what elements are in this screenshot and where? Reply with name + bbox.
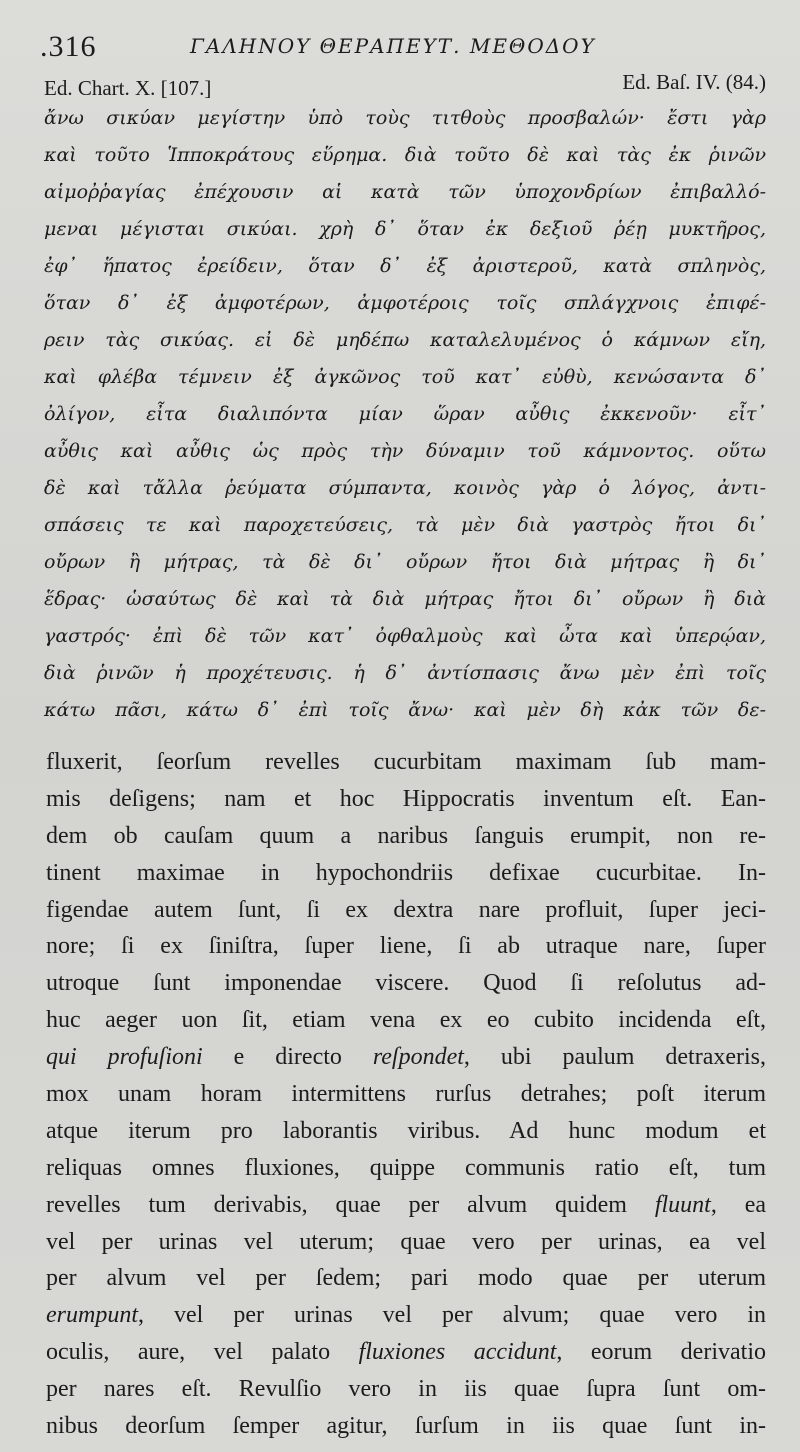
latin-run: per alvum vel per ſedem; pari modo quae per uterum [46, 1265, 766, 1292]
latin-run: , ubi paulum detraxeris, [463, 1044, 766, 1071]
greek-line: αὖθις καὶ αὖθις ὡς πρὸς τὴν δύναμιν τοῦ κάμνοντος. οὕτω [44, 440, 766, 462]
latin-text-block [46, 744, 766, 1445]
latin-run: , eorum derivatio [556, 1339, 766, 1366]
greek-line: καὶ τοῦτο Ἱπποκράτους εὕρημα. διὰ τοῦτο δὲ καὶ τὰς ἐκ ῥινῶν [44, 144, 766, 166]
latin-line [46, 781, 766, 818]
latin-line [46, 1371, 766, 1408]
latin-run: oculis, aure, vel palato [46, 1339, 359, 1366]
edition-reference-chartier: Ed. Chart. X. [107.] [44, 76, 212, 100]
latin-line [46, 1297, 766, 1334]
latin-run: tinent maximae in hypochondriis defixae cucurbitae. In- [46, 859, 766, 886]
greek-line: ρειν τὰς σικύας. εἰ δὲ μηδέπω καταλελυμένος ὁ κάμνων εἴη, [44, 329, 766, 351]
greek-line: γαστρός· ἐπὶ δὲ τῶν κατ᾽ ὀφθαλμοὺς καὶ ὦτα καὶ ὑπερῴαν, [44, 625, 766, 647]
latin-line [46, 1334, 766, 1371]
latin-run: fluxerit, ſeorſum revelles cucurbitam maximam ſub mam- [46, 749, 766, 775]
greek-line: καὶ φλέβα τέμνειν ἐξ ἀγκῶνος τοῦ κατ᾽ εὐθὺ, κενώσαντα δ᾽ [44, 366, 766, 388]
latin-run: nibus deorſum ſemper agitur, ſurſum in iis quae ſunt in- [46, 1413, 766, 1440]
latin-line [46, 1408, 766, 1445]
latin-line [46, 1187, 766, 1224]
latin-line [46, 1039, 766, 1076]
greek-line: διὰ ῥινῶν ἡ προχέτευσις. ἡ δ᾽ ἀντίσπασις ἄνω μὲν ἐπὶ τοῖς [44, 662, 766, 684]
latin-line [46, 1224, 766, 1261]
greek-text-block [44, 100, 766, 729]
edition-references [44, 70, 766, 100]
latin-line [46, 1150, 766, 1187]
greek-line: κάτω πᾶσι, κάτω δ᾽ ἐπὶ τοῖς ἄνω· καὶ μὲν δὴ κἀκ τῶν δε- [44, 699, 766, 721]
latin-run: reliquas omnes fluxiones, quippe communis ratio eſt, tum [46, 1154, 766, 1181]
latin-run: , vel per urinas vel per alvum; quae vero in [138, 1302, 766, 1329]
latin-run: vel per urinas vel uterum; quae vero per urinas, ea vel [46, 1228, 766, 1255]
latin-run: dem ob cauſam quum a naribus ſanguis erumpit, non re- [46, 822, 766, 849]
latin-line [46, 818, 766, 855]
latin-run: utroque ſunt imponendae viscere. Quod ſi reſolutus ad- [46, 970, 766, 997]
greek-line: σπάσεις τε καὶ παροχετεύσεις, τὰ μὲν διὰ γαστρὸς ἤτοι δι᾽ [44, 514, 766, 536]
latin-italic-run: reſpondet [372, 1044, 464, 1071]
latin-run: figendae autem ſunt, ſi ex dextra nare profluit, ſuper jeci- [46, 896, 766, 923]
latin-run: huc aeger uon ſit, etiam vena ex eo cubito incidenda eſt, [46, 1007, 766, 1034]
greek-line: οὔρων ἢ μήτρας, τὰ δὲ δι᾽ οὔρων ἤτοι διὰ μήτρας ἢ δι᾽ [44, 551, 766, 573]
latin-line [46, 1076, 766, 1113]
latin-line [46, 744, 766, 781]
page-header [40, 24, 770, 66]
latin-run: atque iterum pro laborantis viribus. Ad hunc modum et [46, 1117, 766, 1144]
latin-run: mis deſigens; nam et hoc Hippocratis inventum eſt. Ean- [46, 785, 766, 812]
latin-line [46, 855, 766, 892]
latin-run: e directo [202, 1044, 373, 1071]
latin-line [46, 892, 766, 929]
latin-italic-run: qui profuſioni [46, 1044, 203, 1071]
latin-italic-run: fluxiones accidunt [358, 1339, 557, 1366]
latin-run: per nares eſt. Revulſio vero in iis quae ſupra ſunt om- [46, 1376, 766, 1403]
latin-line [46, 1002, 766, 1039]
latin-run: , ea [710, 1191, 766, 1218]
latin-run: revelles tum derivabis, quae per alvum quidem [46, 1191, 655, 1218]
latin-italic-run: erumpunt [46, 1302, 138, 1329]
latin-line [46, 928, 766, 965]
latin-run: mox unam horam intermittens rurſus detrahes; poſt iterum [46, 1081, 766, 1108]
greek-line: ὅταν δ᾽ ἐξ ἀμφοτέρων, ἀμφοτέροις τοῖς σπλάγχνοις ἐπιφέ- [44, 292, 766, 314]
greek-line: ἕδρας· ὡσαύτως δὲ καὶ τὰ διὰ μήτρας ἤτοι δι᾽ οὔρων ἢ διὰ [44, 588, 766, 610]
latin-line [46, 965, 766, 1002]
page-number: .316 [40, 30, 97, 63]
greek-line: ἄνω σικύαν μεγίστην ὑπὸ τοὺς τιτθοὺς προσβαλών· ἔστι γὰρ [44, 107, 766, 129]
latin-italic-run: fluunt [654, 1191, 711, 1218]
greek-line: δὲ καὶ τἄλλα ῥεύματα σύμπαντα, κοινὸς γὰρ ὁ λόγος, ἀντι- [44, 477, 766, 499]
latin-line [46, 1260, 766, 1297]
greek-line: ἐφ᾽ ἥπατος ἐρείδειν, ὅταν δ᾽ ἐξ ἀριστεροῦ, κατὰ σπληνὸς, [44, 255, 766, 277]
greek-line: αἱμοῤῥαγίας ἐπέχουσιν αἱ κατὰ τῶν ὑποχονδρίων ἐπιβαλλό- [44, 181, 766, 203]
latin-line [46, 1113, 766, 1150]
running-title: ΓΑΛΗΝΟΥ ΘΕΡΑΠΕΥΤ. ΜΕΘΟΔΟΥ [190, 34, 596, 58]
edition-reference-basel: Ed. Baſ. IV. (84.) [622, 70, 766, 94]
latin-run: nore; ſi ex ſiniſtra, ſuper liene, ſi ab utraque nare, ſuper [46, 933, 766, 960]
greek-line: μεναι μέγισται σικύαι. χρὴ δ᾽ ὅταν ἐκ δεξιοῦ ῥέῃ μυκτῆρος, [44, 218, 766, 240]
greek-line: ὀλίγον, εἶτα διαλιπόντα μίαν ὥραν αὖθις ἐκκενοῦν· εἶτ᾽ [44, 403, 766, 425]
